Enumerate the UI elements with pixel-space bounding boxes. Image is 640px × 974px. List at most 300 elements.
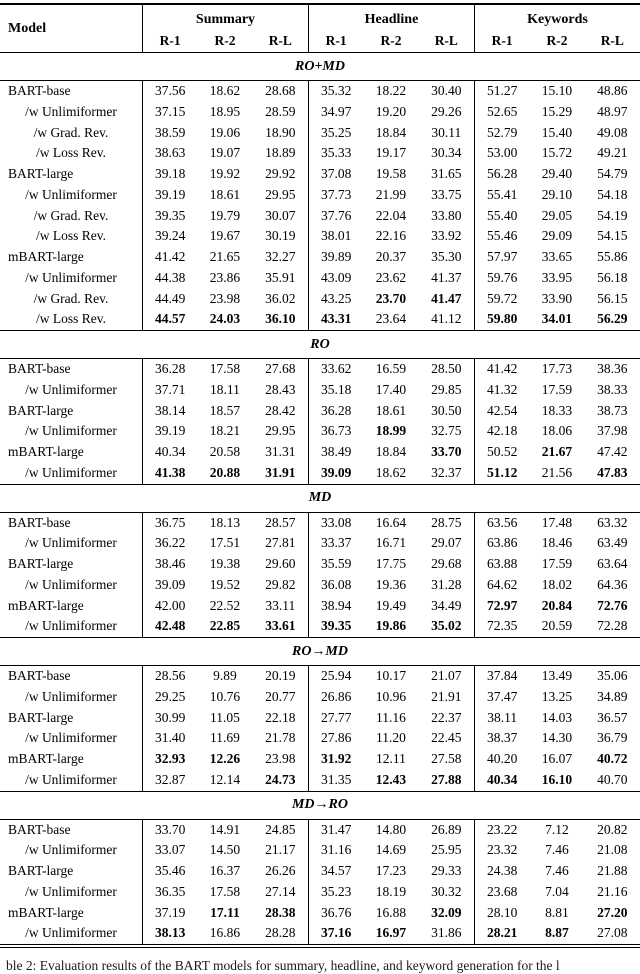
- metric-value: 29.09: [541, 228, 573, 244]
- section-title: RO: [310, 336, 330, 352]
- metric-value: 43.25: [308, 289, 363, 310]
- model-label: /w Grad. Rev.: [33, 124, 109, 140]
- metric-value: 22.52: [209, 597, 241, 613]
- metric-value: 39.09: [308, 463, 363, 484]
- metric-value: 19.58: [375, 166, 407, 181]
- metric-value: 28.68: [265, 83, 296, 98]
- metric-value: 38.37: [474, 728, 529, 749]
- model-label: /w Unlimiformer: [25, 186, 117, 202]
- metric-value: 19.52: [209, 576, 241, 592]
- metric-value: 27.08: [597, 925, 628, 941]
- metric-value: 28.56: [142, 666, 197, 687]
- metric-value: 39.35: [308, 616, 363, 637]
- metric-value: 63.49: [597, 535, 628, 551]
- metric-value: 18.95: [209, 103, 241, 119]
- metric-value: 35.33: [308, 143, 363, 164]
- table-row: [0, 309, 640, 330]
- metric-value: 21.17: [265, 842, 296, 858]
- model-label: BART-base: [8, 361, 71, 376]
- metric-value: 35.59: [308, 554, 363, 575]
- section-title: RO+MD: [295, 58, 345, 74]
- metric-value: 7.46: [545, 863, 569, 878]
- table-row: [0, 666, 640, 687]
- metric-value: 38.49: [308, 442, 363, 463]
- metric-value: 19.06: [209, 124, 241, 140]
- metric-value: 36.02: [265, 290, 296, 306]
- metric-value: 37.98: [597, 423, 628, 439]
- metric-value: 22.16: [375, 228, 407, 244]
- metric-value: 40.34: [142, 442, 197, 463]
- metric-value: 30.34: [431, 145, 462, 161]
- table-row: [0, 923, 640, 944]
- metric-value: 40.34: [474, 770, 529, 791]
- caption: ble 2: Evaluation results of the BART models for summary, headline, and keyword generation for the l: [6, 958, 560, 973]
- metric-value: 26.89: [431, 821, 462, 837]
- metric-value: 28.21: [474, 923, 529, 944]
- section-band: [0, 330, 640, 359]
- table-row: [0, 247, 640, 268]
- metric-value: 27.68: [265, 361, 296, 376]
- metric-value: 41.47: [431, 290, 462, 306]
- metric-value: 39.18: [142, 164, 197, 185]
- column-group-headline: Headline: [308, 5, 474, 29]
- model-label: /w Grad. Rev.: [33, 290, 109, 306]
- table-row: [0, 616, 640, 637]
- model-label: /w Unlimiformer: [25, 381, 117, 397]
- metric-value: 31.28: [431, 576, 462, 592]
- metric-value: 32.75: [431, 423, 462, 439]
- metric-value: 38.13: [142, 923, 197, 944]
- metric-value: 37.15: [142, 102, 197, 123]
- metric-value: 37.16: [308, 923, 363, 944]
- metric-value: 41.12: [431, 311, 462, 327]
- metric-value: 32.09: [431, 904, 462, 920]
- metric-value: 13.49: [541, 668, 573, 683]
- table-row: [0, 708, 640, 729]
- metric-value: 59.80: [474, 309, 529, 330]
- metric-value: 30.19: [265, 228, 296, 244]
- metric-value: 33.62: [308, 359, 363, 380]
- model-label: BART-base: [8, 514, 71, 530]
- column-header-headline-r-1: R-1: [308, 29, 363, 52]
- metric-value: 30.40: [431, 83, 462, 98]
- metric-value: 20.84: [541, 597, 573, 613]
- metric-value: 7.46: [545, 842, 569, 858]
- metric-value: 36.10: [265, 311, 296, 327]
- table-row: [0, 289, 640, 310]
- metric-value: 18.61: [209, 186, 241, 202]
- metric-value: 28.10: [474, 903, 529, 924]
- metric-value: 35.91: [265, 269, 296, 285]
- metric-value: 23.62: [375, 269, 407, 285]
- metric-value: 19.36: [375, 576, 407, 592]
- metric-value: 42.54: [474, 401, 529, 422]
- metric-value: 12.43: [375, 771, 407, 787]
- metric-value: 37.76: [308, 206, 363, 227]
- table-row: [0, 185, 640, 206]
- metric-value: 41.37: [431, 269, 462, 285]
- metric-value: 14.50: [209, 842, 241, 858]
- table-row: [0, 226, 640, 247]
- metric-value: 17.48: [541, 514, 573, 530]
- table-row: [0, 123, 640, 144]
- metric-value: 21.91: [431, 688, 462, 704]
- metric-value: 47.83: [597, 464, 628, 480]
- table-row: [0, 102, 640, 123]
- metric-value: 39.19: [142, 421, 197, 442]
- model-label: mBART-large: [8, 249, 84, 264]
- metric-value: 64.36: [597, 576, 628, 592]
- metric-value: 22.37: [431, 709, 462, 725]
- metric-value: 33.11: [265, 597, 296, 613]
- metric-value: 10.96: [375, 688, 407, 704]
- metric-value: 41.42: [474, 359, 529, 380]
- section-title: RO→MD: [291, 643, 348, 659]
- metric-value: 21.07: [431, 668, 462, 683]
- metric-value: 31.92: [308, 749, 363, 770]
- metric-value: 36.22: [142, 533, 197, 554]
- metric-value: 16.07: [541, 751, 573, 766]
- model-label: /w Unlimiformer: [25, 730, 117, 746]
- metric-value: 21.78: [265, 730, 296, 746]
- metric-value: 54.18: [597, 186, 628, 202]
- metric-value: 44.38: [142, 268, 197, 289]
- metric-value: 10.17: [375, 668, 407, 683]
- metric-value: 53.00: [474, 143, 529, 164]
- metric-value: 40.70: [597, 771, 628, 787]
- column-header-keywords-r-l: R-L: [600, 32, 624, 48]
- metric-value: 41.42: [142, 247, 197, 268]
- section-band: [0, 52, 640, 81]
- table-row: [0, 380, 640, 401]
- table-row: [0, 882, 640, 903]
- metric-value: 21.88: [597, 863, 628, 878]
- metric-value: 23.32: [474, 840, 529, 861]
- section-band: [0, 484, 640, 513]
- metric-value: 20.37: [375, 249, 407, 264]
- metric-value: 23.22: [474, 820, 529, 841]
- model-label: /w Loss Rev.: [36, 145, 106, 161]
- table-row: [0, 164, 640, 185]
- metric-value: 35.18: [308, 380, 363, 401]
- metric-value: 31.16: [308, 840, 363, 861]
- metric-value: 31.91: [265, 464, 296, 480]
- metric-value: 31.86: [431, 925, 462, 941]
- metric-value: 21.08: [597, 842, 628, 858]
- metric-value: 30.07: [265, 207, 296, 223]
- metric-value: 48.97: [597, 103, 628, 119]
- metric-value: 29.10: [541, 186, 573, 202]
- column-header-keywords-r-1: R-1: [474, 29, 529, 52]
- metric-value: 47.42: [597, 444, 628, 459]
- metric-value: 31.65: [431, 166, 462, 181]
- metric-value: 35.25: [308, 123, 363, 144]
- metric-value: 38.73: [597, 402, 628, 418]
- section-title: MD→RO: [291, 797, 348, 812]
- metric-value: 37.19: [142, 903, 197, 924]
- metric-value: 42.00: [142, 596, 197, 617]
- column-header-summary-r-l: R-L: [268, 32, 292, 48]
- metric-value: 32.37: [431, 464, 462, 480]
- table-row: [0, 206, 640, 227]
- metric-value: 57.97: [474, 247, 529, 268]
- metric-value: 28.50: [431, 361, 462, 376]
- metric-value: 35.32: [308, 81, 363, 102]
- metric-value: 18.19: [375, 883, 407, 899]
- metric-value: 29.68: [431, 556, 462, 571]
- metric-value: 18.06: [541, 423, 573, 439]
- metric-value: 33.08: [308, 513, 363, 534]
- metric-value: 37.56: [142, 81, 197, 102]
- metric-value: 27.14: [265, 883, 296, 899]
- table-row: [0, 687, 640, 708]
- metric-value: 52.65: [474, 102, 529, 123]
- metric-value: 14.30: [541, 730, 573, 746]
- metric-value: 38.36: [597, 361, 628, 376]
- model-label: mBART-large: [8, 597, 84, 613]
- model-label: /w Unlimiformer: [25, 688, 117, 704]
- table-row: [0, 575, 640, 596]
- metric-value: 23.98: [209, 290, 241, 306]
- column-group-keywords: Keywords: [474, 5, 640, 29]
- section-title: MD: [308, 490, 332, 505]
- section-band: [0, 791, 640, 820]
- metric-value: 38.01: [308, 226, 363, 247]
- metric-value: 24.73: [265, 771, 296, 787]
- metric-value: 31.47: [308, 820, 363, 841]
- metric-value: 16.64: [375, 514, 407, 530]
- table-row: [0, 401, 640, 422]
- table-row: [0, 861, 640, 882]
- model-label: BART-base: [8, 83, 71, 98]
- metric-value: 43.31: [308, 309, 363, 330]
- metric-value: 19.20: [375, 103, 407, 119]
- metric-value: 30.32: [431, 883, 462, 899]
- metric-value: 31.35: [308, 770, 363, 791]
- metric-value: 64.62: [474, 575, 529, 596]
- metric-value: 17.75: [375, 556, 407, 571]
- metric-value: 38.11: [474, 708, 529, 729]
- metric-value: 37.71: [142, 380, 197, 401]
- metric-value: 14.91: [209, 821, 241, 837]
- metric-value: 44.57: [142, 309, 197, 330]
- metric-value: 19.67: [209, 228, 241, 244]
- metric-value: 20.58: [209, 444, 241, 459]
- table-row: [0, 268, 640, 289]
- metric-value: 11.20: [376, 730, 406, 746]
- metric-value: 30.11: [431, 124, 462, 140]
- table-row: [0, 421, 640, 442]
- metric-value: 11.16: [376, 709, 406, 725]
- metric-value: 20.88: [209, 464, 241, 480]
- metric-value: 15.72: [541, 145, 573, 161]
- metric-value: 14.69: [375, 842, 407, 858]
- metric-value: 63.32: [597, 514, 628, 530]
- metric-value: 16.71: [375, 535, 407, 551]
- table-header: [0, 5, 640, 52]
- metric-value: 33.75: [431, 186, 462, 202]
- metric-value: 29.95: [265, 186, 296, 202]
- metric-value: 25.94: [308, 666, 363, 687]
- metric-value: 28.57: [265, 514, 296, 530]
- metric-value: 7.04: [545, 883, 569, 899]
- metric-value: 56.15: [597, 290, 628, 306]
- model-label: /w Unlimiformer: [25, 883, 117, 899]
- metric-value: 18.84: [375, 444, 407, 459]
- metric-value: 24.85: [265, 821, 296, 837]
- metric-value: 39.89: [308, 247, 363, 268]
- metric-value: 29.05: [541, 207, 573, 223]
- metric-value: 23.64: [375, 311, 407, 327]
- metric-value: 39.35: [142, 206, 197, 227]
- metric-value: 37.84: [474, 666, 529, 687]
- metric-value: 29.85: [431, 381, 462, 397]
- metric-value: 18.62: [209, 83, 241, 98]
- metric-value: 30.50: [431, 402, 462, 418]
- metric-value: 35.06: [597, 668, 628, 683]
- metric-value: 39.24: [142, 226, 197, 247]
- metric-value: 21.56: [541, 464, 573, 480]
- model-label: BART-large: [8, 556, 74, 571]
- table-row: [0, 442, 640, 463]
- metric-value: 36.57: [597, 709, 628, 725]
- metric-value: 10.76: [209, 688, 241, 704]
- metric-value: 26.86: [308, 687, 363, 708]
- metric-value: 56.18: [597, 269, 628, 285]
- metric-value: 16.97: [375, 925, 407, 941]
- metric-value: 14.80: [375, 821, 407, 837]
- table-row: [0, 820, 640, 841]
- metric-value: 63.64: [597, 556, 628, 571]
- metric-value: 24.38: [474, 861, 529, 882]
- metric-value: 18.13: [209, 514, 241, 530]
- model-label: BART-base: [8, 821, 71, 837]
- metric-value: 38.63: [142, 143, 197, 164]
- metric-value: 18.02: [541, 576, 573, 592]
- model-label: /w Grad. Rev.: [33, 207, 109, 223]
- model-label: /w Unlimiformer: [25, 925, 117, 941]
- metric-value: 20.59: [541, 618, 573, 634]
- metric-value: 19.17: [375, 145, 407, 161]
- model-label: BART-large: [8, 402, 74, 418]
- metric-value: 33.90: [541, 290, 573, 306]
- metric-value: 17.59: [541, 381, 573, 397]
- table-row: [0, 554, 640, 575]
- metric-value: 23.98: [265, 751, 296, 766]
- metric-value: 54.19: [597, 207, 628, 223]
- metric-value: 18.89: [265, 145, 296, 161]
- metric-value: 29.82: [265, 576, 296, 592]
- metric-value: 36.73: [308, 421, 363, 442]
- model-label: /w Unlimiformer: [25, 618, 117, 634]
- metric-value: 11.05: [210, 709, 240, 725]
- model-label: BART-base: [8, 668, 71, 683]
- metric-value: 72.97: [474, 596, 529, 617]
- column-group-summary: Summary: [142, 5, 308, 29]
- model-label: /w Unlimiformer: [25, 464, 117, 480]
- metric-value: 38.59: [142, 123, 197, 144]
- metric-value: 34.97: [308, 102, 363, 123]
- metric-value: 44.49: [142, 289, 197, 310]
- model-label: /w Loss Rev.: [36, 228, 106, 244]
- metric-value: 49.08: [597, 124, 628, 140]
- model-label: /w Unlimiformer: [25, 842, 117, 858]
- metric-value: 55.86: [597, 249, 628, 264]
- table-row: [0, 81, 640, 102]
- metric-value: 25.95: [431, 842, 462, 858]
- metric-value: 33.37: [308, 533, 363, 554]
- metric-value: 13.25: [541, 688, 573, 704]
- table-row: [0, 533, 640, 554]
- model-label: mBART-large: [8, 444, 84, 459]
- metric-value: 37.73: [308, 185, 363, 206]
- metric-value: 24.03: [209, 311, 241, 327]
- metric-value: 72.76: [597, 597, 628, 613]
- metric-value: 37.47: [474, 687, 529, 708]
- metric-value: 35.02: [431, 618, 462, 634]
- column-header-summary-r-2: R-2: [214, 32, 236, 48]
- bottom-rule: [0, 944, 640, 948]
- metric-value: 42.18: [474, 421, 529, 442]
- metric-value: 33.07: [142, 840, 197, 861]
- model-label: /w Unlimiformer: [25, 535, 117, 551]
- metric-value: 39.09: [142, 575, 197, 596]
- metric-value: 40.20: [474, 749, 529, 770]
- metric-value: 35.23: [308, 882, 363, 903]
- table-body: [0, 52, 640, 944]
- metric-value: 9.89: [213, 668, 237, 683]
- metric-value: 21.16: [597, 883, 628, 899]
- metric-value: 18.57: [209, 402, 241, 418]
- metric-value: 36.75: [142, 513, 197, 534]
- metric-value: 28.43: [265, 381, 296, 397]
- metric-value: 28.42: [265, 402, 296, 418]
- metric-value: 72.35: [474, 616, 529, 637]
- table-row: [0, 749, 640, 770]
- metric-value: 51.27: [474, 81, 529, 102]
- metric-value: 72.28: [597, 618, 628, 634]
- metric-value: 33.70: [431, 444, 462, 459]
- metric-value: 15.40: [541, 124, 573, 140]
- model-label: BART-large: [8, 166, 74, 181]
- model-label: /w Unlimiformer: [25, 576, 117, 592]
- metric-value: 12.14: [209, 771, 241, 787]
- metric-value: 23.68: [474, 882, 529, 903]
- metric-value: 19.79: [209, 207, 241, 223]
- metric-value: 29.95: [265, 423, 296, 439]
- metric-value: 19.07: [209, 145, 241, 161]
- metric-value: 19.92: [209, 166, 241, 181]
- section-band: [0, 637, 640, 666]
- metric-value: 38.46: [142, 554, 197, 575]
- metric-value: 56.28: [474, 164, 529, 185]
- metric-value: 33.65: [541, 249, 573, 264]
- metric-value: 50.52: [474, 442, 529, 463]
- column-header-keywords-r-2: R-2: [546, 32, 568, 48]
- metric-value: 36.76: [308, 903, 363, 924]
- metric-value: 16.37: [209, 863, 241, 878]
- model-label: /w Loss Rev.: [36, 311, 106, 327]
- metric-value: 7.12: [545, 821, 569, 837]
- table-row: [0, 840, 640, 861]
- metric-value: 18.21: [209, 423, 241, 439]
- metric-value: 17.73: [541, 361, 573, 376]
- metric-value: 22.45: [431, 730, 462, 746]
- metric-value: 27.77: [308, 708, 363, 729]
- metric-value: 36.28: [308, 401, 363, 422]
- metric-value: 18.61: [375, 402, 407, 418]
- metric-value: 20.77: [265, 688, 296, 704]
